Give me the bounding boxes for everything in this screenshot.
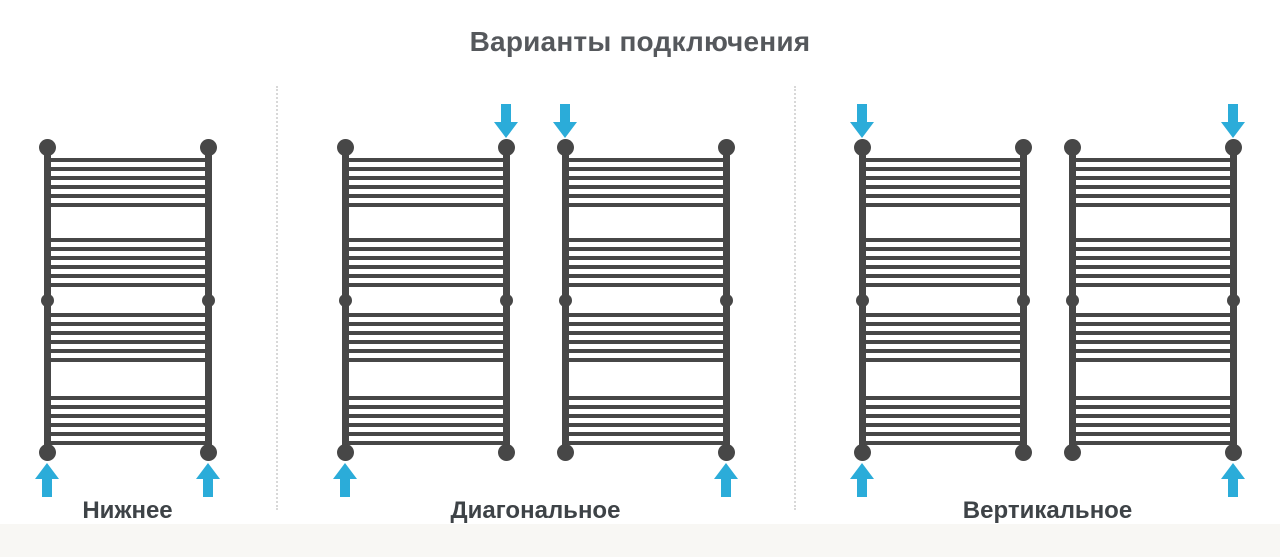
- rail-bar-group: [347, 158, 505, 207]
- rail-bar-group: [49, 313, 207, 362]
- pipe-cap-bottom-left: [1064, 444, 1081, 461]
- rail-bar-group: [49, 396, 207, 445]
- pipe-cap-top-left: [557, 139, 574, 156]
- pipe-cap-bottom-left: [39, 444, 56, 461]
- arrow-stem: [501, 104, 511, 122]
- rail-bar: [347, 313, 505, 317]
- rail-bar-group: [347, 313, 505, 362]
- rail-bar: [567, 247, 725, 251]
- arrow-up-icon: [333, 463, 357, 497]
- rail-bar: [49, 340, 207, 344]
- footer-strip: [0, 524, 1280, 557]
- rail-bar: [567, 358, 725, 362]
- radiator-3-1: [859, 140, 1027, 461]
- rail-bar: [864, 203, 1022, 207]
- pipe-cap-top-right: [718, 139, 735, 156]
- rail-bar-group: [49, 158, 207, 207]
- rail-bar: [1074, 274, 1232, 278]
- arrow-stem: [203, 479, 213, 497]
- rail-bar: [864, 313, 1022, 317]
- side-connector-right: [500, 294, 513, 307]
- rail-bar: [567, 313, 725, 317]
- pipe-cap-bottom-left: [854, 444, 871, 461]
- side-connector-left: [856, 294, 869, 307]
- rail-bar: [347, 331, 505, 335]
- rail-bar: [567, 256, 725, 260]
- side-connector-right: [720, 294, 733, 307]
- rail-bar: [1074, 331, 1232, 335]
- side-connector-right: [202, 294, 215, 307]
- pipe-cap-bottom-left: [337, 444, 354, 461]
- arrow-down-icon: [1221, 104, 1245, 138]
- rail-bar: [864, 158, 1022, 162]
- rail-bar: [864, 274, 1022, 278]
- radiator-1-1: [44, 140, 212, 461]
- arrow-up-icon: [714, 463, 738, 497]
- rail-bar-group: [864, 396, 1022, 445]
- pipe-cap-top-left: [1064, 139, 1081, 156]
- rail-bar: [567, 265, 725, 269]
- rail-bar: [347, 423, 505, 427]
- rail-bar: [1074, 405, 1232, 409]
- rail-bar: [1074, 256, 1232, 260]
- rail-bar: [1074, 158, 1232, 162]
- radiator-2-1: [342, 140, 510, 461]
- side-connector-left: [339, 294, 352, 307]
- rail-bar-group: [567, 158, 725, 207]
- arrow-stem: [721, 479, 731, 497]
- arrow-up-icon: [850, 463, 874, 497]
- rail-bar: [567, 322, 725, 326]
- rail-bar: [49, 283, 207, 287]
- rail-bar: [864, 167, 1022, 171]
- rail-bar: [864, 185, 1022, 189]
- rail-bar: [864, 322, 1022, 326]
- rail-bar: [864, 265, 1022, 269]
- arrow-down-icon: [553, 104, 577, 138]
- pipe-cap-bottom-right: [498, 444, 515, 461]
- rail-bar: [347, 185, 505, 189]
- pipe-cap-bottom-right: [718, 444, 735, 461]
- rail-bar: [49, 313, 207, 317]
- side-connector-left: [1066, 294, 1079, 307]
- rail-bar: [567, 396, 725, 400]
- side-connector-left: [559, 294, 572, 307]
- rail-bar: [49, 423, 207, 427]
- rail-bar: [49, 331, 207, 335]
- arrow-stem: [1228, 479, 1238, 497]
- rail-bar: [1074, 313, 1232, 317]
- rail-bar: [1074, 203, 1232, 207]
- rail-bar: [567, 441, 725, 445]
- rail-bar: [347, 349, 505, 353]
- pipe-cap-top-left: [337, 139, 354, 156]
- rail-bar: [567, 176, 725, 180]
- rail-bar: [347, 274, 505, 278]
- rail-bar: [347, 256, 505, 260]
- rail-bar: [49, 158, 207, 162]
- rail-bar: [864, 414, 1022, 418]
- rail-bar: [49, 322, 207, 326]
- rail-bar: [49, 349, 207, 353]
- rail-bar: [347, 283, 505, 287]
- rail-bar: [347, 158, 505, 162]
- rail-bar-group: [49, 238, 207, 287]
- rail-bar-group: [567, 396, 725, 445]
- arrow-stem: [857, 479, 867, 497]
- rail-bar: [1074, 194, 1232, 198]
- arrow-down-icon: [494, 104, 518, 138]
- arrow-head: [333, 463, 357, 479]
- rail-bar: [347, 396, 505, 400]
- rail-bar: [567, 405, 725, 409]
- rail-bar: [864, 194, 1022, 198]
- rail-bar: [864, 283, 1022, 287]
- rail-bar: [567, 340, 725, 344]
- rail-bar: [1074, 340, 1232, 344]
- rail-bar: [864, 247, 1022, 251]
- rail-bar-group: [864, 238, 1022, 287]
- rail-bar: [1074, 185, 1232, 189]
- rail-bar: [1074, 322, 1232, 326]
- rail-bar: [347, 432, 505, 436]
- pipe-cap-top-right: [498, 139, 515, 156]
- arrow-stem: [42, 479, 52, 497]
- rail-bar: [49, 441, 207, 445]
- rail-bar: [864, 349, 1022, 353]
- section-separator-2: [794, 86, 796, 510]
- arrow-head: [850, 463, 874, 479]
- rail-bar: [1074, 396, 1232, 400]
- pipe-cap-top-left: [39, 139, 56, 156]
- rail-bar-group: [864, 313, 1022, 362]
- rail-bar: [567, 238, 725, 242]
- rail-bar: [864, 331, 1022, 335]
- rail-bar-group: [347, 396, 505, 445]
- section-label-vertical: Вертикальное: [962, 497, 1133, 524]
- rail-bar: [864, 432, 1022, 436]
- rail-bar: [49, 167, 207, 171]
- rail-bar: [567, 203, 725, 207]
- arrow-stem: [340, 479, 350, 497]
- rail-bar-group: [1074, 158, 1232, 207]
- rail-bar: [1074, 265, 1232, 269]
- pipe-cap-top-right: [1225, 139, 1242, 156]
- rail-bar: [1074, 414, 1232, 418]
- rail-bar: [1074, 441, 1232, 445]
- side-connector-right: [1017, 294, 1030, 307]
- rail-bar: [347, 167, 505, 171]
- arrow-head: [196, 463, 220, 479]
- rail-bar: [347, 238, 505, 242]
- rail-bar: [1074, 358, 1232, 362]
- rail-bar: [49, 414, 207, 418]
- rail-bar: [347, 441, 505, 445]
- rail-bar-group: [567, 313, 725, 362]
- rail-bar: [864, 340, 1022, 344]
- arrow-head: [553, 122, 577, 138]
- pipe-cap-top-right: [200, 139, 217, 156]
- rail-bar: [347, 340, 505, 344]
- rail-bar: [347, 247, 505, 251]
- rail-bar: [567, 331, 725, 335]
- rail-bar: [49, 265, 207, 269]
- arrow-down-icon: [850, 104, 874, 138]
- arrow-head: [1221, 122, 1245, 138]
- rail-bar-group: [567, 238, 725, 287]
- rail-bar: [347, 194, 505, 198]
- rail-bar: [567, 274, 725, 278]
- rail-bar: [49, 194, 207, 198]
- pipe-cap-top-right: [1015, 139, 1032, 156]
- rail-bar: [567, 185, 725, 189]
- arrow-head: [850, 122, 874, 138]
- rail-bar: [347, 265, 505, 269]
- arrow-head: [35, 463, 59, 479]
- rail-bar: [864, 238, 1022, 242]
- rail-bar: [49, 176, 207, 180]
- pipe-cap-bottom-right: [1015, 444, 1032, 461]
- rail-bar: [864, 256, 1022, 260]
- rail-bar: [347, 203, 505, 207]
- rail-bar: [567, 414, 725, 418]
- rail-bar-group: [864, 158, 1022, 207]
- rail-bar: [49, 203, 207, 207]
- rail-bar: [1074, 349, 1232, 353]
- rail-bar: [864, 358, 1022, 362]
- rail-bar: [49, 358, 207, 362]
- rail-bar: [1074, 167, 1232, 171]
- rail-bar: [49, 274, 207, 278]
- arrow-head: [1221, 463, 1245, 479]
- rail-bar: [567, 283, 725, 287]
- rail-bar: [864, 441, 1022, 445]
- side-connector-right: [1227, 294, 1240, 307]
- rail-bar-group: [347, 238, 505, 287]
- rail-bar: [1074, 176, 1232, 180]
- arrow-head: [714, 463, 738, 479]
- rail-bar: [49, 432, 207, 436]
- rail-bar: [1074, 432, 1232, 436]
- rail-bar: [49, 185, 207, 189]
- rail-bar: [1074, 247, 1232, 251]
- rail-bar: [567, 349, 725, 353]
- section-separator-1: [276, 86, 278, 510]
- rail-bar: [1074, 283, 1232, 287]
- rail-bar: [1074, 238, 1232, 242]
- rail-bar: [49, 256, 207, 260]
- rail-bar: [567, 423, 725, 427]
- arrow-up-icon: [1221, 463, 1245, 497]
- rail-bar: [567, 167, 725, 171]
- rail-bar-group: [1074, 396, 1232, 445]
- arrow-stem: [560, 104, 570, 122]
- page-title: Варианты подключения: [469, 26, 811, 57]
- section-label-bottom: Нижнее: [82, 497, 173, 524]
- rail-bar: [567, 194, 725, 198]
- rail-bar: [567, 158, 725, 162]
- arrow-head: [494, 122, 518, 138]
- arrow-up-icon: [196, 463, 220, 497]
- rail-bar: [347, 358, 505, 362]
- side-connector-left: [41, 294, 54, 307]
- rail-bar: [864, 405, 1022, 409]
- radiator-3-2: [1069, 140, 1237, 461]
- pipe-cap-bottom-right: [1225, 444, 1242, 461]
- arrow-stem: [1228, 104, 1238, 122]
- rail-bar: [49, 396, 207, 400]
- rail-bar: [864, 176, 1022, 180]
- section-label-diagonal: Диагональное: [450, 497, 621, 524]
- pipe-cap-bottom-right: [200, 444, 217, 461]
- arrow-stem: [857, 104, 867, 122]
- rail-bar: [347, 322, 505, 326]
- rail-bar-group: [1074, 238, 1232, 287]
- pipe-cap-top-left: [854, 139, 871, 156]
- arrow-up-icon: [35, 463, 59, 497]
- rail-bar: [864, 423, 1022, 427]
- rail-bar: [49, 405, 207, 409]
- radiator-2-2: [562, 140, 730, 461]
- rail-bar: [49, 238, 207, 242]
- rail-bar: [567, 432, 725, 436]
- rail-bar: [49, 247, 207, 251]
- rail-bar: [347, 405, 505, 409]
- rail-bar-group: [1074, 313, 1232, 362]
- rail-bar: [1074, 423, 1232, 427]
- rail-bar: [347, 176, 505, 180]
- pipe-cap-bottom-left: [557, 444, 574, 461]
- rail-bar: [864, 396, 1022, 400]
- rail-bar: [347, 414, 505, 418]
